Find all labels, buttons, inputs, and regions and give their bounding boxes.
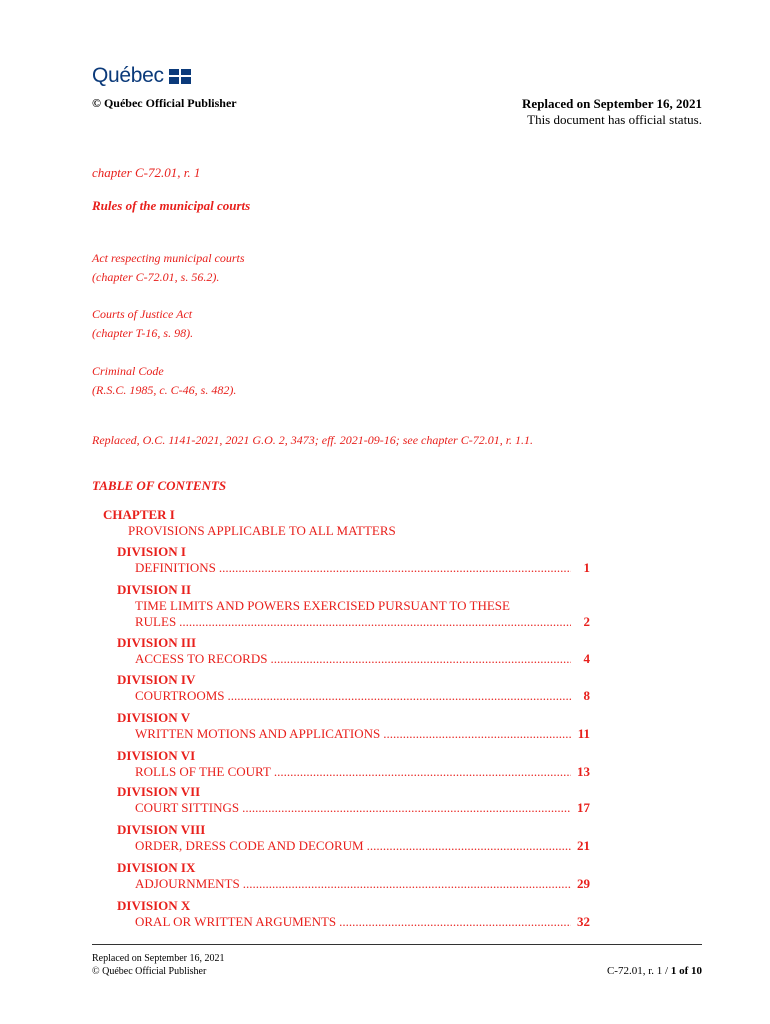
toc-division-title: COURTROOMS — [135, 688, 225, 703]
toc-leader — [274, 764, 571, 780]
toc-leader — [179, 614, 571, 630]
toc-leader — [367, 838, 571, 854]
logo-text: Québec — [92, 64, 164, 87]
enabling-act-ref-1 — [92, 249, 245, 287]
toc-page-number: 11 — [577, 726, 590, 741]
replaced-note: Replaced, O.C. 1141-2021, 2021 G.O. 2, 3473; eff. 2021-09-16; see chapter C-72.01, r. 1.1. — [92, 433, 534, 447]
footer-left — [92, 952, 224, 978]
toc-division-label: DIVISION V — [117, 710, 191, 725]
header-publisher: © Québec Official Publisher — [92, 96, 237, 110]
toc-page-number: 29 — [577, 876, 590, 891]
toc-division-title: RULES — [135, 614, 177, 629]
ref-act-name: Act respecting municipal courts — [92, 251, 245, 265]
toc-division-5[interactable] — [117, 710, 590, 742]
toc-division-9[interactable] — [117, 860, 590, 892]
toc-page-number: 8 — [583, 688, 590, 703]
toc-chapter-label: CHAPTER I — [103, 507, 175, 522]
toc-leader — [383, 726, 571, 742]
ref-act-citation: (R.S.C. 1985, c. C-46, s. 482). — [92, 383, 237, 397]
toc-division-2[interactable] — [117, 582, 590, 630]
toc-leader — [270, 651, 571, 667]
toc-division-label: DIVISION I — [117, 544, 186, 559]
toc-division-label: DIVISION IX — [117, 860, 196, 875]
toc-page-number: 4 — [583, 651, 590, 666]
toc-leader — [219, 560, 571, 576]
footer-replaced-date: Replaced on September 16, 2021 — [92, 953, 225, 964]
toc-division-4[interactable] — [117, 672, 590, 704]
toc-page-number: 2 — [583, 614, 590, 629]
ref-act-citation: (chapter C-72.01, s. 56.2). — [92, 270, 220, 284]
toc-division-1[interactable] — [117, 544, 590, 576]
toc-chapter[interactable] — [103, 507, 396, 539]
toc-division-10[interactable] — [117, 898, 590, 930]
toc-division-title: DEFINITIONS — [135, 560, 216, 575]
toc-page-number: 1 — [583, 560, 590, 575]
toc-page-number: 17 — [577, 800, 590, 815]
toc-leader — [242, 800, 571, 816]
chapter-reference: chapter C-72.01, r. 1 — [92, 165, 201, 180]
toc-division-title: ORDER, DRESS CODE AND DECORUM — [135, 838, 364, 853]
toc-page-number: 21 — [577, 838, 590, 853]
toc-division-label: DIVISION X — [117, 898, 191, 913]
toc-division-title: ORAL OR WRITTEN ARGUMENTS — [135, 914, 337, 929]
document-title: Rules of the municipal courts — [92, 198, 251, 213]
toc-division-8[interactable] — [117, 822, 590, 854]
toc-division-3[interactable] — [117, 635, 590, 667]
toc-leader — [228, 688, 571, 704]
toc-division-title: WRITTEN MOTIONS AND APPLICATIONS — [135, 726, 381, 741]
toc-chapter-title: PROVISIONS APPLICABLE TO ALL MATTERS — [128, 523, 396, 538]
toc-division-6[interactable] — [117, 748, 590, 780]
toc-division-title: ACCESS TO RECORDS — [135, 651, 268, 666]
toc-division-label: DIVISION VIII — [117, 822, 206, 837]
toc-division-title: COURT SITTINGS — [135, 800, 240, 815]
toc-division-7[interactable] — [117, 784, 590, 816]
footer-divider — [92, 944, 702, 945]
toc-division-title: ADJOURNMENTS — [135, 876, 240, 891]
toc-page-number: 13 — [577, 764, 590, 779]
ref-act-name: Criminal Code — [92, 364, 164, 378]
footer-page-indicator — [607, 965, 702, 977]
toc-leader — [243, 876, 571, 892]
footer-page-number: 1 of 10 — [670, 965, 702, 977]
footer-chapter-ref: C-72.01, r. 1 / — [606, 965, 671, 977]
quebec-logo — [92, 64, 191, 88]
toc-leader — [339, 914, 571, 930]
toc-page-number: 32 — [577, 914, 590, 929]
quebec-flag-icon — [169, 69, 191, 84]
enabling-act-ref-3 — [92, 362, 236, 400]
toc-division-label: DIVISION VII — [117, 784, 201, 799]
footer-publisher: © Québec Official Publisher — [92, 966, 207, 977]
toc-division-label: DIVISION III — [117, 635, 197, 650]
header-replaced-date: Replaced on September 16, 2021 — [522, 96, 702, 111]
toc-division-label: DIVISION IV — [117, 672, 196, 687]
enabling-act-ref-2 — [92, 305, 193, 343]
toc-division-label: DIVISION VI — [117, 748, 196, 763]
toc-title: TABLE OF CONTENTS — [92, 478, 227, 493]
toc-division-title: ROLLS OF THE COURT — [135, 764, 271, 779]
toc-division-title-line1: TIME LIMITS AND POWERS EXERCISED PURSUANT TO THESE — [135, 598, 510, 613]
toc-division-label: DIVISION II — [117, 582, 192, 597]
ref-act-name: Courts of Justice Act — [92, 307, 193, 321]
ref-act-citation: (chapter T-16, s. 98). — [92, 326, 194, 340]
header-status-block — [522, 96, 702, 128]
header-official-status: This document has official status. — [527, 112, 702, 127]
